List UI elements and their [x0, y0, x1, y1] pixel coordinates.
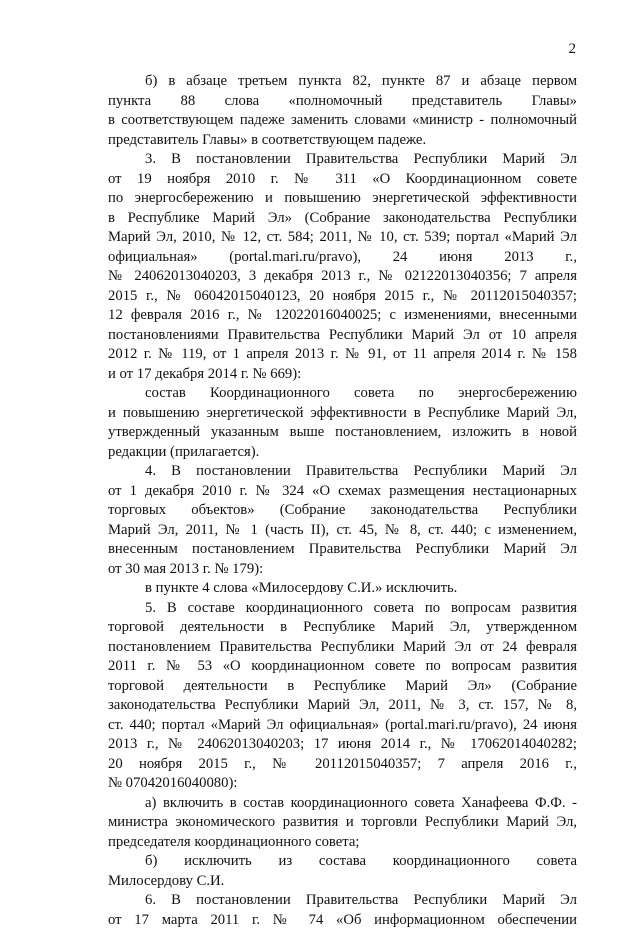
text-line: торговой деятельности в Республике Марий Эл, утвержденном: [108, 618, 577, 638]
text-line: б) исключить из состава координационного совета: [108, 852, 577, 872]
text-line: 12 февраля 2016 г., № 12022016040025; с изменениями, внесенными: [108, 306, 577, 326]
text-line: 2013 г., № 24062013040203; 17 июня 2014 г., № 17062014040282;: [108, 735, 577, 755]
text-line: б) в абзаце третьем пункта 82, пункте 87 и абзаце первом: [108, 72, 577, 92]
text-line: в пункте 4 слова «Милосердову С.И.» исключить.: [108, 579, 577, 599]
text-line: внесенным постановлением Правительства Республики Марий Эл: [108, 540, 577, 560]
text-line: постановлением Правительства Республики Марий Эл от 24 февраля: [108, 638, 577, 658]
text-line: от 30 мая 2013 г. № 179):: [108, 560, 577, 580]
text-line: 5. В составе координационного совета по вопросам развития: [108, 599, 577, 619]
text-line: № 07042016040080):: [108, 774, 577, 794]
document-body: [108, 72, 577, 930]
text-line: Марий Эл, 2011, № 1 (часть II), ст. 45, № 8, ст. 440; с изменением,: [108, 521, 577, 541]
page-number: 2: [540, 40, 576, 58]
text-line: а) включить в состав координационного совета Ханафеева Ф.Ф. -: [108, 794, 577, 814]
text-line: Милосердову С.И.: [108, 872, 577, 892]
text-line: официальная» (portal.mari.ru/pravo), 24 июня 2013 г.,: [108, 248, 577, 268]
text-line: Марий Эл, 2010, № 12, ст. 584; 2011, № 10, ст. 539; портал «Марий Эл: [108, 228, 577, 248]
text-line: состав Координационного совета по энергосбережению: [108, 384, 577, 404]
text-line: 6. В постановлении Правительства Республики Марий Эл: [108, 891, 577, 911]
text-line: от 19 ноября 2010 г. № 311 «О Координационном совете: [108, 170, 577, 190]
text-line: 2015 г., № 06042015040123, 20 ноября 2015 г., № 20112015040357;: [108, 287, 577, 307]
text-line: № 24062013040203, 3 декабря 2013 г., № 02122013040356; 7 апреля: [108, 267, 577, 287]
text-line: 2012 г. № 119, от 1 апреля 2013 г. № 91, от 11 апреля 2014 г. № 158: [108, 345, 577, 365]
text-line: председателя координационного совета;: [108, 833, 577, 853]
text-line: законодательства Республики Марий Эл, 2011, № 3, ст. 157, № 8,: [108, 696, 577, 716]
text-line: по энергосбережению и повышению энергетической эффективности: [108, 189, 577, 209]
text-line: от 1 декабря 2010 г. № 324 «О схемах размещения нестационарных: [108, 482, 577, 502]
text-line: торговой деятельности в Республике Марий Эл» (Собрание: [108, 677, 577, 697]
text-line: 4. В постановлении Правительства Республики Марий Эл: [108, 462, 577, 482]
text-line: постановлениями Правительства Республики Марий Эл от 10 апреля: [108, 326, 577, 346]
text-line: торговых объектов» (Собрание законодательства Республики: [108, 501, 577, 521]
text-line: в Республике Марий Эл» (Собрание законодательства Республики: [108, 209, 577, 229]
text-line: представитель Главы» в соответствующем падеже.: [108, 131, 577, 151]
text-line: 2011 г. № 53 «О координационном совете по вопросам развития: [108, 657, 577, 677]
text-line: и от 17 декабря 2014 г. № 669):: [108, 365, 577, 385]
text-line: пункта 88 слова «полномочный представитель Главы»: [108, 92, 577, 112]
text-line: от 17 марта 2011 г. № 74 «Об информационном обеспечении: [108, 911, 577, 930]
text-line: редакции (прилагается).: [108, 443, 577, 463]
text-line: ст. 440; портал «Марий Эл официальная» (portal.mari.ru/pravo), 24 июня: [108, 716, 577, 736]
text-line: 3. В постановлении Правительства Республики Марий Эл: [108, 150, 577, 170]
text-line: 20 ноября 2015 г., № 20112015040357; 7 апреля 2016 г.,: [108, 755, 577, 775]
text-line: утвержденный указанным выше постановлением, изложить в новой: [108, 423, 577, 443]
text-line: министра экономического развития и торговли Республики Марий Эл,: [108, 813, 577, 833]
text-line: в соответствующем падеже заменить словами «министр - полномочный: [108, 111, 577, 131]
text-line: и повышению энергетической эффективности в Республике Марий Эл,: [108, 404, 577, 424]
